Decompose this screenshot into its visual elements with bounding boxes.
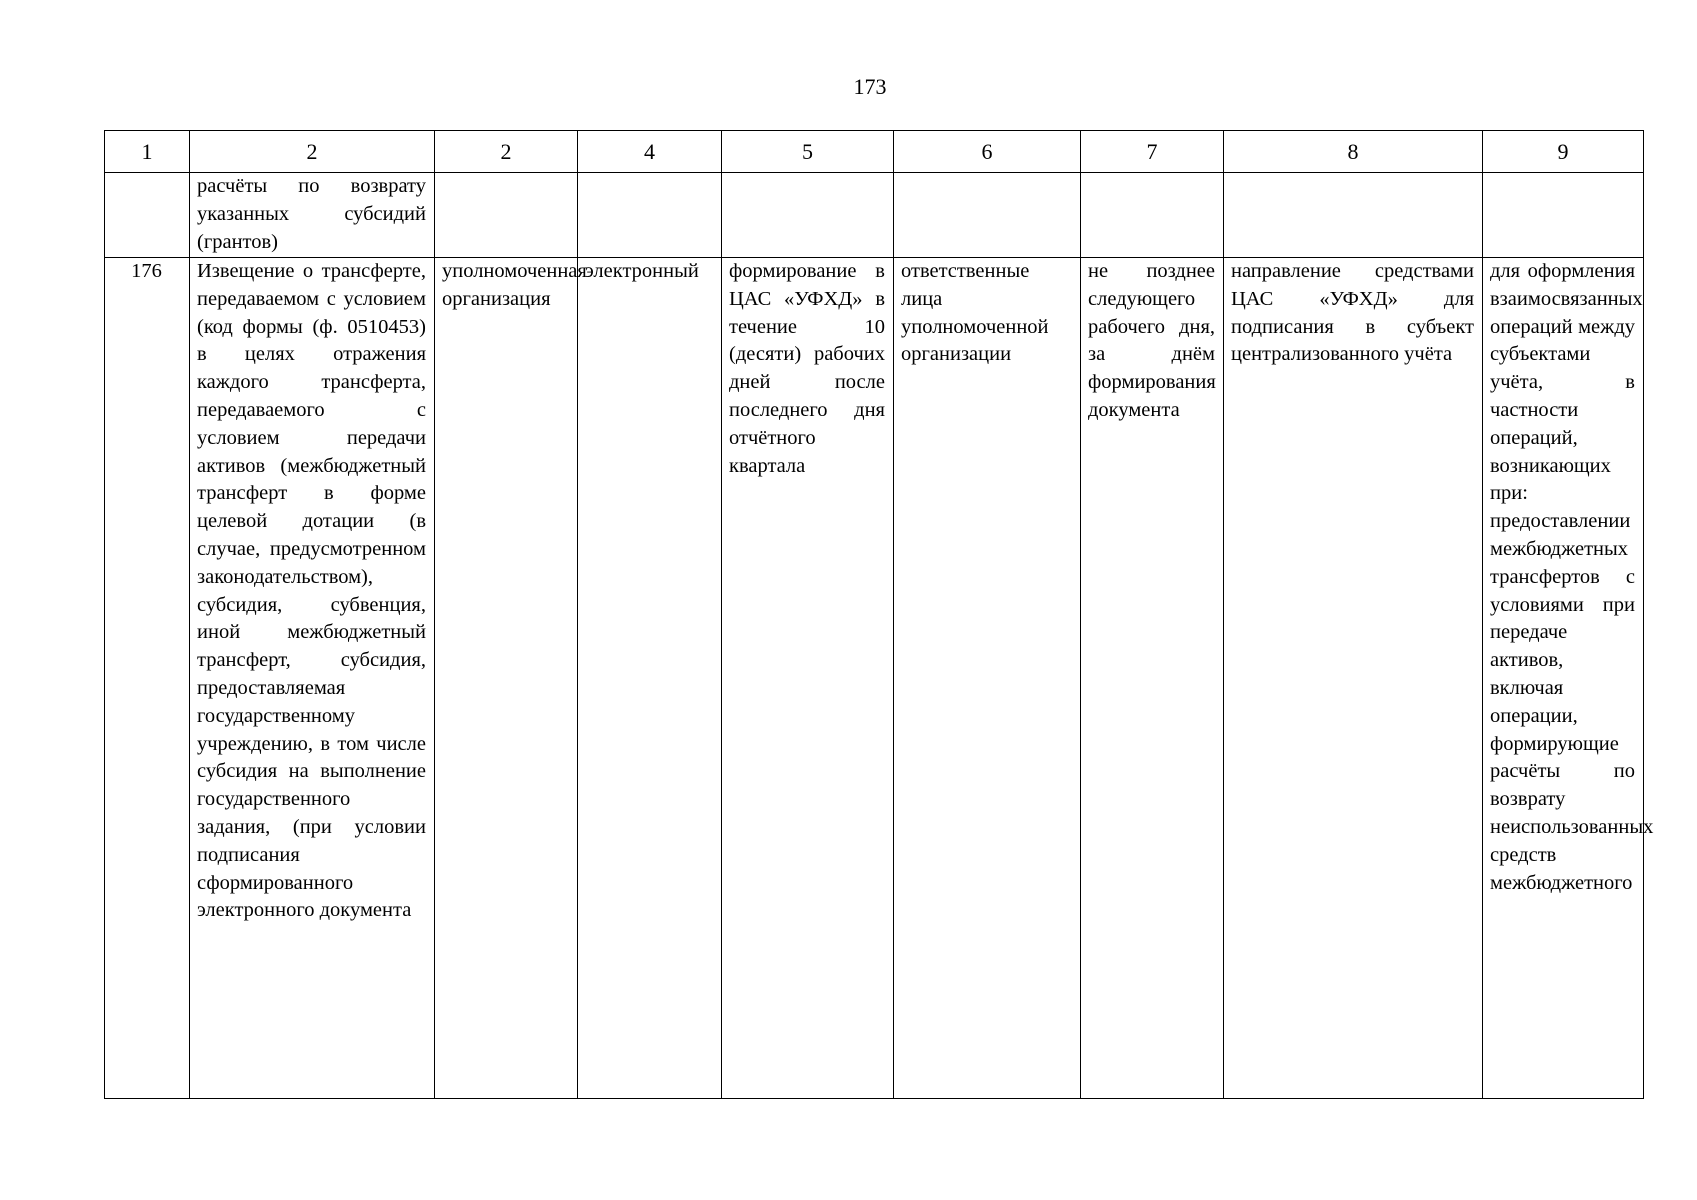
header-cell: 1	[105, 131, 190, 173]
table-cell	[722, 173, 894, 258]
header-cell: 4	[578, 131, 722, 173]
document-table	[104, 130, 1654, 1099]
table-cell: уполномоченная организация	[435, 258, 578, 1099]
table-cell: не позднее следующего рабочего дня, за днём формирования документа	[1081, 258, 1224, 1099]
table-cell: расчёты по возврату указанных субсидий (грантов)	[190, 173, 435, 258]
table-cell	[435, 173, 578, 258]
table-cell	[578, 173, 722, 258]
table-cell	[1224, 173, 1483, 258]
header-cell: 8	[1224, 131, 1483, 173]
header-cell: 2	[435, 131, 578, 173]
table-cell	[1081, 173, 1224, 258]
table-cell	[894, 173, 1081, 258]
row-number-cell: 176	[105, 258, 190, 1099]
table-cell: направление средствами ЦАС «УФХД» для подписания в субъект централизованного учёта	[1224, 258, 1483, 1099]
table-row	[105, 173, 1644, 258]
table-cell: для оформления взаимосвязанных операций между субъектами учёта, в частности операций, возникающих при: предоставлении межбюджетных трансфертов с условиями при передаче активов, включая операции, формирующие расчёты по возврату неиспользованных средств межбюджетного	[1483, 258, 1644, 1099]
header-cell: 2	[190, 131, 435, 173]
table-header-row	[105, 131, 1644, 173]
header-cell: 5	[722, 131, 894, 173]
page-number: 173	[853, 74, 887, 99]
header-cell: 9	[1483, 131, 1644, 173]
table-cell: электронный	[578, 258, 722, 1099]
table-cell: формирование в ЦАС «УФХД» в течение 10 (десяти) рабочих дней после последнего дня отчётного квартала	[722, 258, 894, 1099]
header-cell: 6	[894, 131, 1081, 173]
table-row	[105, 258, 1644, 1099]
table-cell	[1483, 173, 1644, 258]
table-cell	[105, 173, 190, 258]
table-cell: ответственные лица уполномоченной организации	[894, 258, 1081, 1099]
header-cell: 7	[1081, 131, 1224, 173]
document-name-cell: Извещение о трансферте, передаваемом с условием (код формы (ф. 0510453) в целях отражения каждого трансферта, передаваемого с условием передачи активов (межбюджетный трансферт в форме целевой дотации (в случае, предусмотренном законодательством), субсидия, субвенция, иной межбюджетный трансферт, субсидия, предоставляемая государственному учреждению, в том числе субсидия на выполнение государственного задания, (при условии подписания сформированного электронного документа	[190, 258, 435, 1099]
